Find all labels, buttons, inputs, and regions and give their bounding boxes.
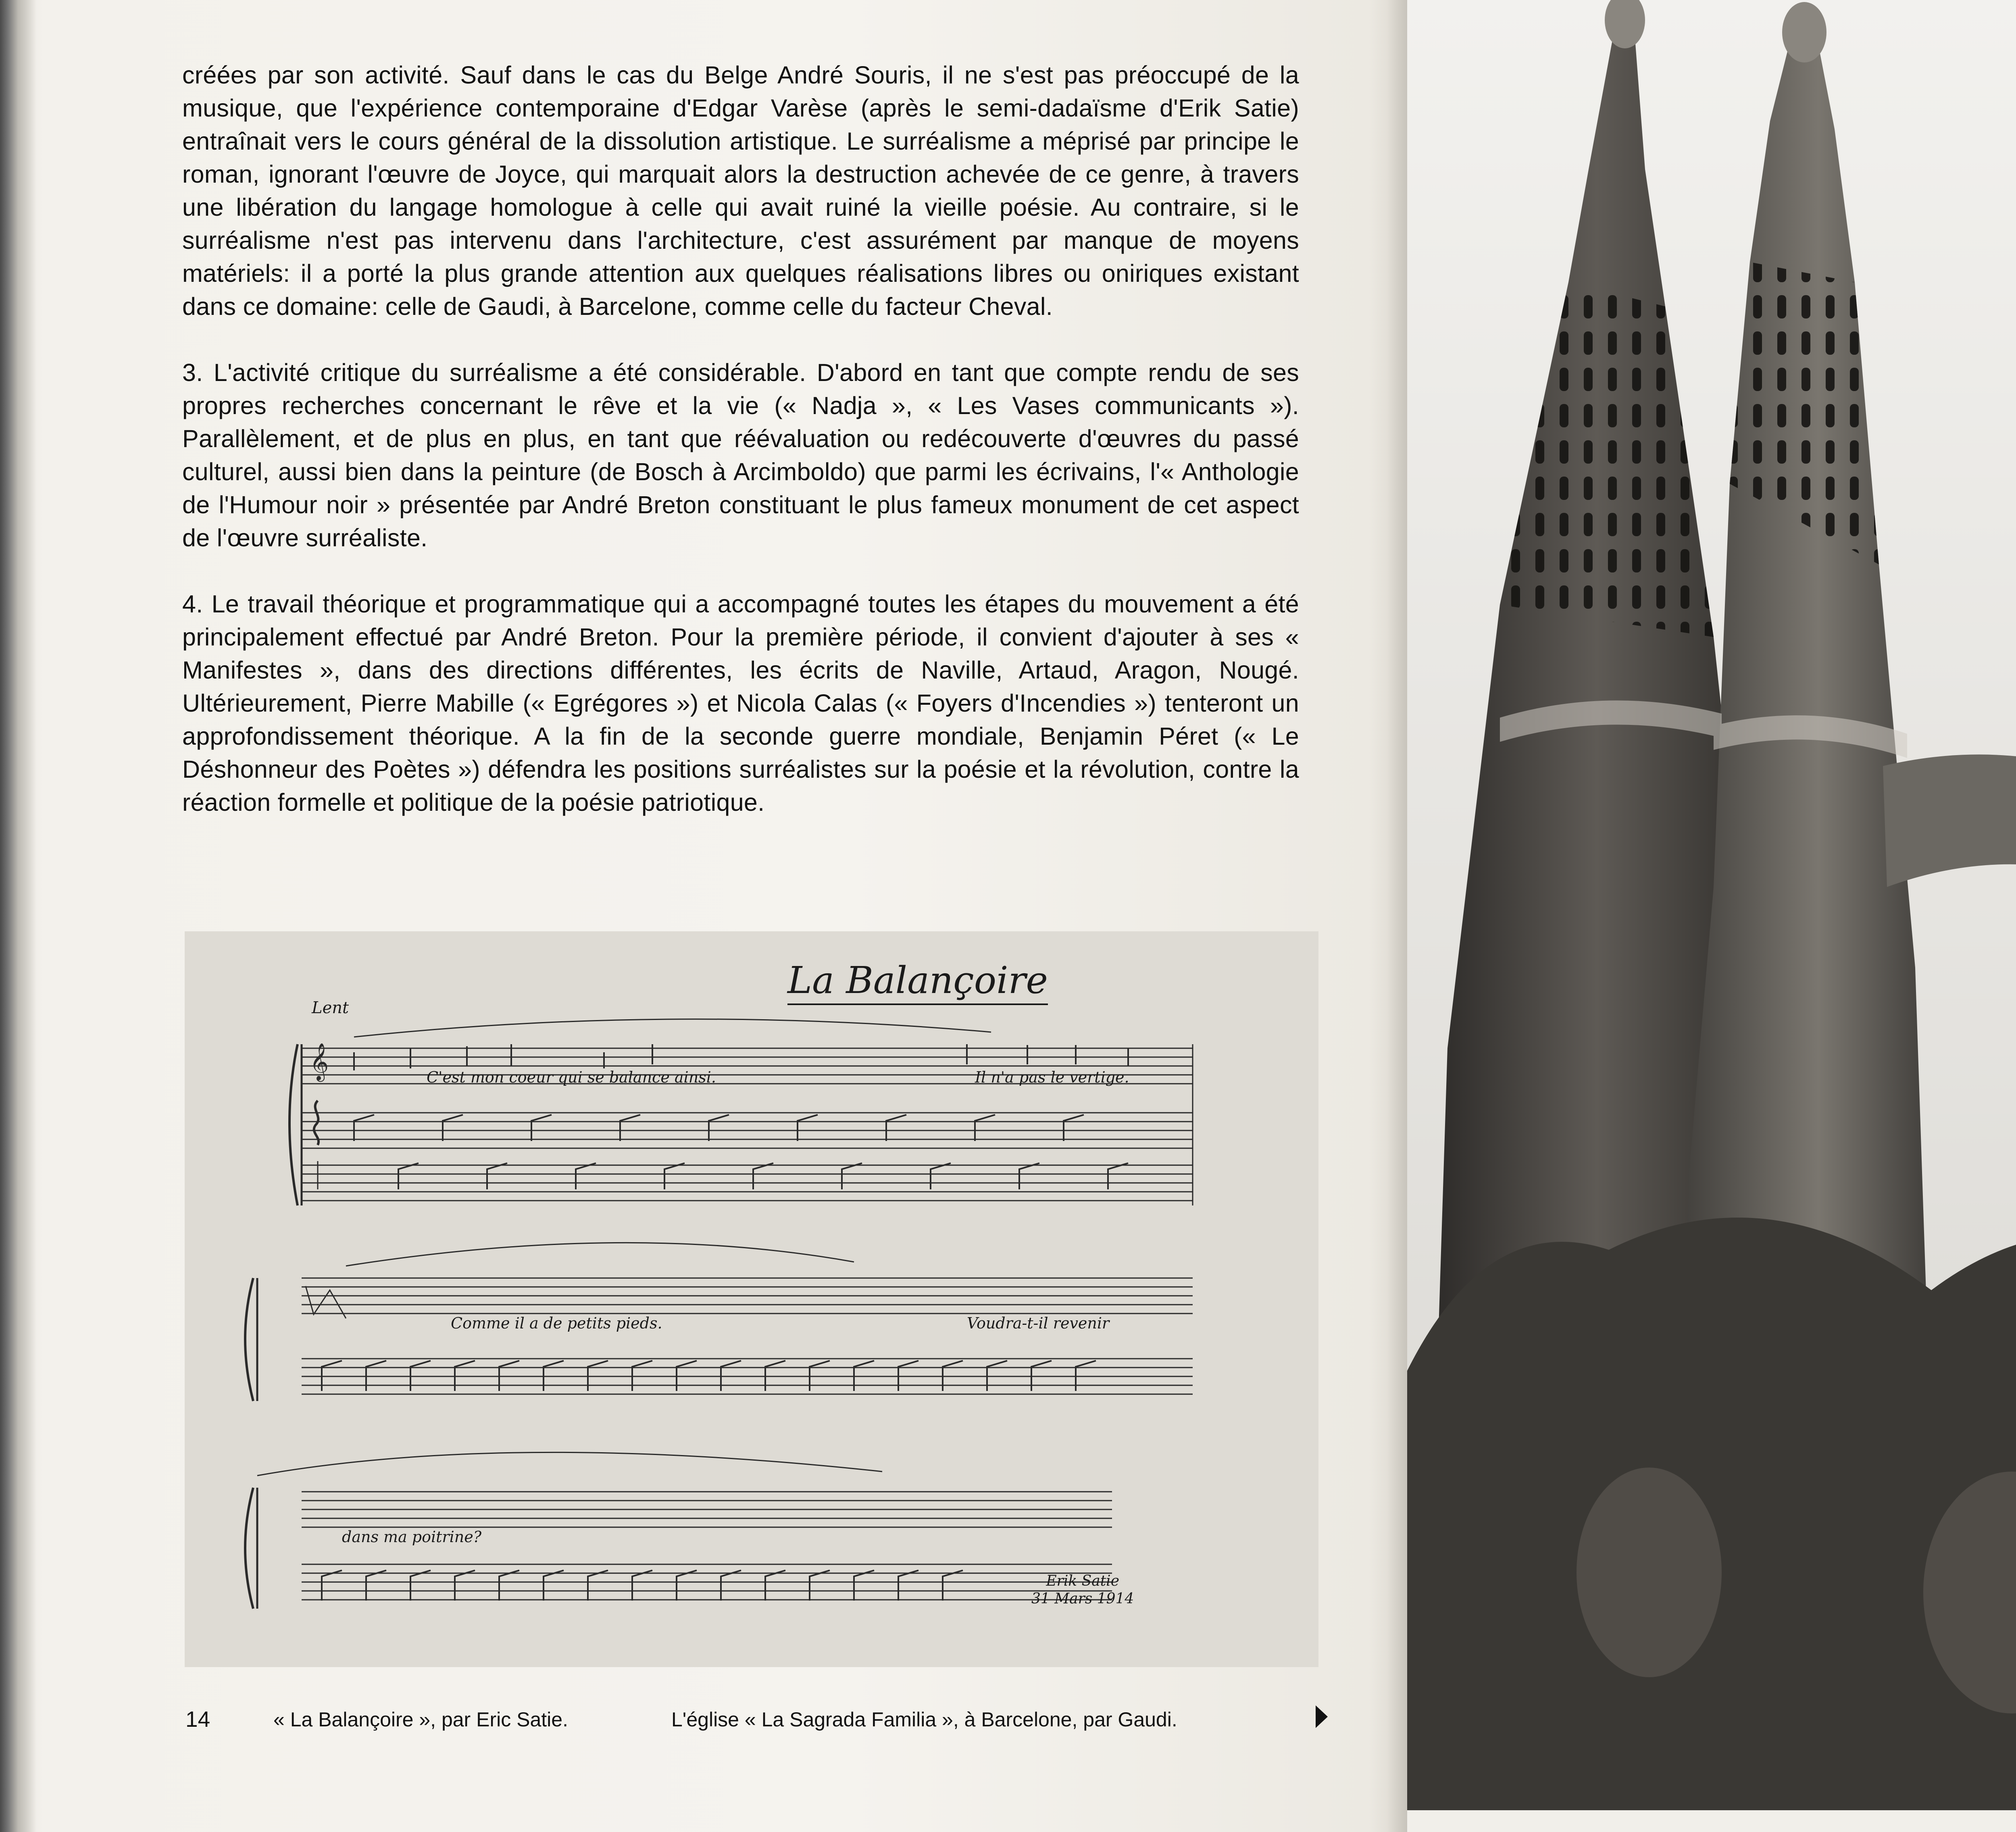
notes-system-1 (354, 1019, 1128, 1070)
paragraph-4: 4. Le travail théorique et programmatique qui a accompagné toutes les étapes du mouvement a été principalement effectué par André Breton. Pour la première période, il convient d'ajouter à ses « Manifestes », dans des directions différentes, les écrits de Naville, Artaud, Aragon, Nougé. Ultérieurement, Pierre Mabille (« Egrégores ») et Nicola Calas (« Foyers d'Incendies ») tenteront un approfondissement théorique. A la fin de la seconde guerre mondiale, Benjamin Péret (« Le Déshonneur des Poètes ») défendra les positions surréalistes sur la poésie et la révolution, contre la réaction formelle et politique de la poésie patriotique. (182, 590, 1299, 816)
page-number: 14 (185, 1707, 210, 1732)
paragraph-3: 3. L'activité critique du surréalisme a été considérable. D'abord en tant que compte rendu de ses propres recherches concernant le rêve et la vie (« Nadja », « Les Vases communicants »). Parallèlement, et de plus en plus, en tant que réévaluation ou redécouverte d'œuvres du passé culturel, aussi bien dans la peinture (de Bosch à Arcimboldo) que parmi les écrivains, l'« Anthologie de l'Humour noir » présentée par André Breton constituant le plus fameux monument de cet aspect de l'œuvre surréaliste. (182, 359, 1299, 552)
paragraph-1: créées par son activité. Sauf dans le cas du Belge André Souris, il ne s'est pas préoccupé de la musique, que l'expérience contemporaine d'Edgar Varèse (après le semi-dadaïsme d'Erik Satie) entraînait vers le cours général de la dissolution artistique. Le surréalisme a méprisé par principe le roman, ignorant l'œuvre de Joyce, qui marquait alors la destruction achevée de ce genre, à travers une libération du langage homologue à celle qui avait ruiné la vieille poésie. Au contraire, si le surréalisme n'est pas intervenu dans l'architecture, c'est assurément par manque de moyens matériels: il a porté la plus grande attention aux quelques réalisations libres ou oniriques existant dans ce domaine: celle de Gaudi, à Barcelone, comme celle du facteur Cheval. (182, 61, 1299, 320)
score-caption: « La Balançoire », par Eric Satie. (273, 1708, 568, 1731)
lyric-line-1: C'est mon coeur qui se balance ainsi. (427, 1068, 716, 1086)
lyric-line-2: Il n'a pas le vertige. (975, 1068, 1129, 1086)
score-title: La Balançoire (787, 959, 1048, 1005)
sheet-music-figure (185, 931, 1318, 1667)
sheet-music-staves (185, 931, 1318, 1667)
article-text (182, 58, 1299, 852)
photo-caption: L'église « La Sagrada Familia », à Barcelone, par Gaudi. (671, 1708, 1177, 1731)
arrow-right-icon (1316, 1705, 1328, 1728)
sagrada-familia-photo (1407, 0, 2016, 1810)
svg-text:𝄞: 𝄞 (310, 1043, 329, 1080)
chords-system-3 (322, 1570, 963, 1601)
right-page (1407, 0, 2016, 1832)
lyric-line-3: Comme il a de petits pieds. (451, 1314, 662, 1332)
signature-name: Erik Satie (1046, 1573, 1119, 1589)
lyric-line-5: dans ma poitrine? (342, 1528, 482, 1546)
chords-system-1 (354, 1115, 1128, 1189)
staff-system-1 (289, 1043, 1193, 1205)
composer-signature (1031, 1572, 1134, 1608)
signature-date: 31 Mars 1914 (1031, 1591, 1134, 1607)
tempo-marking: Lent (312, 999, 349, 1017)
page-edge-shadow (0, 0, 36, 1832)
lyric-line-4: Voudra-t-il revenir (967, 1314, 1110, 1332)
